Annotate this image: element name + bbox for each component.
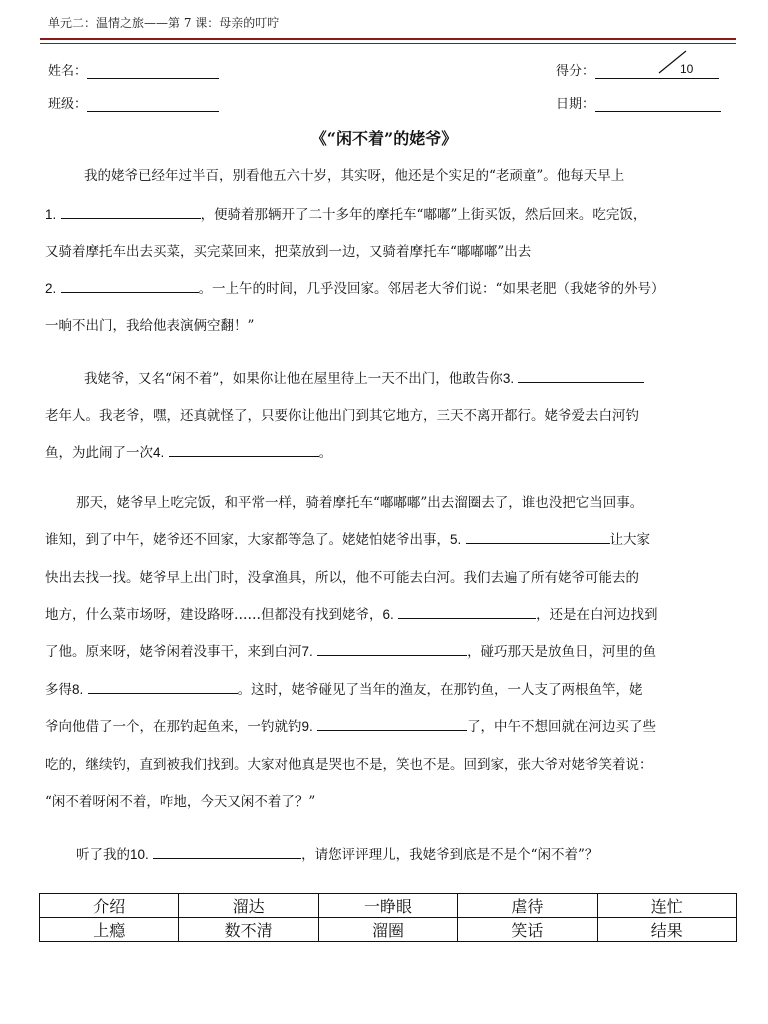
text-segment: 多得 bbox=[45, 682, 72, 698]
header-rule-thick bbox=[40, 38, 736, 40]
blank-6[interactable] bbox=[398, 606, 536, 619]
word-bank-cell: 结果 bbox=[597, 918, 736, 942]
text-segment: ，请您评评理儿，我姥爷到底是不是个“闲不着”？ bbox=[301, 847, 599, 863]
word-bank-cell: 溜圈 bbox=[318, 918, 457, 942]
score-field bbox=[556, 60, 719, 79]
blank-number: 1. bbox=[45, 207, 57, 222]
text-segment: 让大家 bbox=[609, 532, 651, 548]
text-line: 吃的，继续钓，直到被我们找到。大家对他真是哭也不是，笑也不是。回到家，张大爷对姥爷笑着说： bbox=[45, 757, 653, 773]
text-line bbox=[45, 441, 332, 461]
passage-title: 《“闲不着”的姥爷》 bbox=[310, 129, 458, 148]
word-bank-cell: 数不清 bbox=[179, 918, 318, 942]
name-field bbox=[48, 60, 219, 79]
text-line bbox=[45, 528, 650, 548]
text-line bbox=[45, 203, 646, 223]
word-bank-cell: 介绍 bbox=[40, 894, 179, 918]
blank-number: 7. bbox=[301, 644, 313, 659]
text-segment: 。 bbox=[318, 445, 333, 461]
blank-8[interactable] bbox=[88, 681, 238, 694]
word-bank-table bbox=[39, 893, 737, 942]
text-line: 我的姥爷已经年过半百，别看他五六十岁，其实呀，他还是个实足的“老顽童”。他每天早上 bbox=[84, 168, 625, 184]
text-segment: 了，中午不想回就在河边买了些 bbox=[467, 719, 657, 735]
text-line bbox=[45, 678, 643, 698]
date-input-line[interactable] bbox=[595, 97, 721, 112]
text-line bbox=[84, 367, 644, 387]
word-bank-cell: 溜达 bbox=[179, 894, 318, 918]
text-segment: 谁知，到了中午，姥爷还不回家，大家都等急了。姥姥怕姥爷出事， bbox=[45, 532, 450, 548]
text-segment: 爷向他借了一个，在那钓起鱼来，一钓就钓 bbox=[45, 719, 302, 735]
class-input-line[interactable] bbox=[87, 97, 219, 112]
text-line bbox=[45, 603, 658, 623]
blank-number: 6. bbox=[382, 607, 394, 622]
text-line bbox=[45, 277, 664, 297]
blank-10[interactable] bbox=[153, 846, 301, 859]
blank-2[interactable] bbox=[61, 280, 199, 293]
blank-number: 9. bbox=[301, 719, 313, 734]
table-row bbox=[40, 894, 737, 918]
text-segment: ，碰巧那天是放鱼日，河里的鱼 bbox=[467, 644, 657, 660]
text-line: 老年人。我老爷，嘿，还真就怪了，只要你让他出门到其它地方，三天不离开都行。姥爷爱去白河钓 bbox=[45, 408, 639, 424]
text-segment: ，还是在白河边找到 bbox=[536, 607, 658, 623]
word-bank-cell: 连忙 bbox=[597, 894, 736, 918]
blank-1[interactable] bbox=[61, 206, 201, 219]
date-field bbox=[556, 93, 721, 112]
blank-5[interactable] bbox=[466, 531, 610, 544]
blank-number: 5. bbox=[450, 532, 462, 547]
header-title: 单元二：温情之旅——第 7 课：母亲的叮咛 bbox=[48, 16, 280, 30]
header-rule-thin bbox=[40, 43, 736, 44]
text-line: 快出去找一找。姥爷早上出门时，没拿渔具，所以，他不可能去白河。我们去遍了所有姥爷可能去的 bbox=[45, 570, 639, 586]
name-label: 姓名： bbox=[48, 64, 88, 79]
word-bank-cell: 虐待 bbox=[458, 894, 597, 918]
word-bank-cell: 笑话 bbox=[458, 918, 597, 942]
class-field bbox=[48, 93, 219, 112]
table-row bbox=[40, 918, 737, 942]
blank-3[interactable] bbox=[518, 370, 644, 383]
score-value: 10 bbox=[680, 62, 694, 76]
text-segment: 鱼，为此闹了一次 bbox=[45, 445, 153, 461]
text-line: “闲不着呀闲不着，咋地，今天又闲不着了？” bbox=[45, 794, 316, 810]
class-label: 班级： bbox=[48, 97, 88, 112]
text-segment: ，便骑着那辆开了二十多年的摩托车“嘟嘟”上街买饭，然后回来。吃完饭， bbox=[200, 207, 647, 223]
text-line: 一晌不出门，我给他表演俩空翻！” bbox=[45, 318, 255, 334]
score-label: 得分： bbox=[556, 64, 596, 79]
text-segment: 我姥爷，又名“闲不着”，如果你让他在屋里待上一天不出门，他敢告你 bbox=[84, 371, 503, 387]
text-segment: 地方，什么菜市场呀，建设路呀……但都没有找到姥爷， bbox=[45, 607, 383, 623]
text-line bbox=[45, 640, 656, 660]
word-bank-cell: 上瘾 bbox=[40, 918, 179, 942]
date-label: 日期： bbox=[556, 97, 596, 112]
blank-7[interactable] bbox=[317, 643, 467, 656]
blank-9[interactable] bbox=[317, 718, 467, 731]
blank-4[interactable] bbox=[169, 444, 319, 457]
name-input-line[interactable] bbox=[87, 64, 219, 79]
blank-number: 4. bbox=[153, 445, 165, 460]
blank-number: 8. bbox=[72, 682, 84, 697]
text-line bbox=[45, 715, 656, 735]
text-segment: 。这时，姥爷碰见了当年的渔友，在那钓鱼，一人支了两根鱼竿，姥 bbox=[237, 682, 643, 698]
text-line: 又骑着摩托车出去买菜，买完菜回来，把菜放到一边，又骑着摩托车“嘟嘟嘟”出去 bbox=[45, 244, 532, 260]
blank-number: 10. bbox=[130, 847, 149, 862]
text-line bbox=[76, 843, 598, 863]
text-line: 那天，姥爷早上吃完饭，和平常一样，骑着摩托车“嘟嘟嘟”出去溜圈去了，谁也没把它当回事。 bbox=[76, 495, 644, 511]
blank-number: 2. bbox=[45, 281, 57, 296]
text-segment: 了他。原来呀，姥爷闲着没事干，来到白河 bbox=[45, 644, 302, 660]
word-bank-cell: 一睁眼 bbox=[318, 894, 457, 918]
text-segment: 听了我的 bbox=[76, 847, 130, 863]
text-segment: 。一上午的时间，几乎没回家。邻居老大爷们说：“如果老肥（我姥爷的外号） bbox=[198, 281, 665, 297]
blank-number: 3. bbox=[502, 371, 515, 386]
